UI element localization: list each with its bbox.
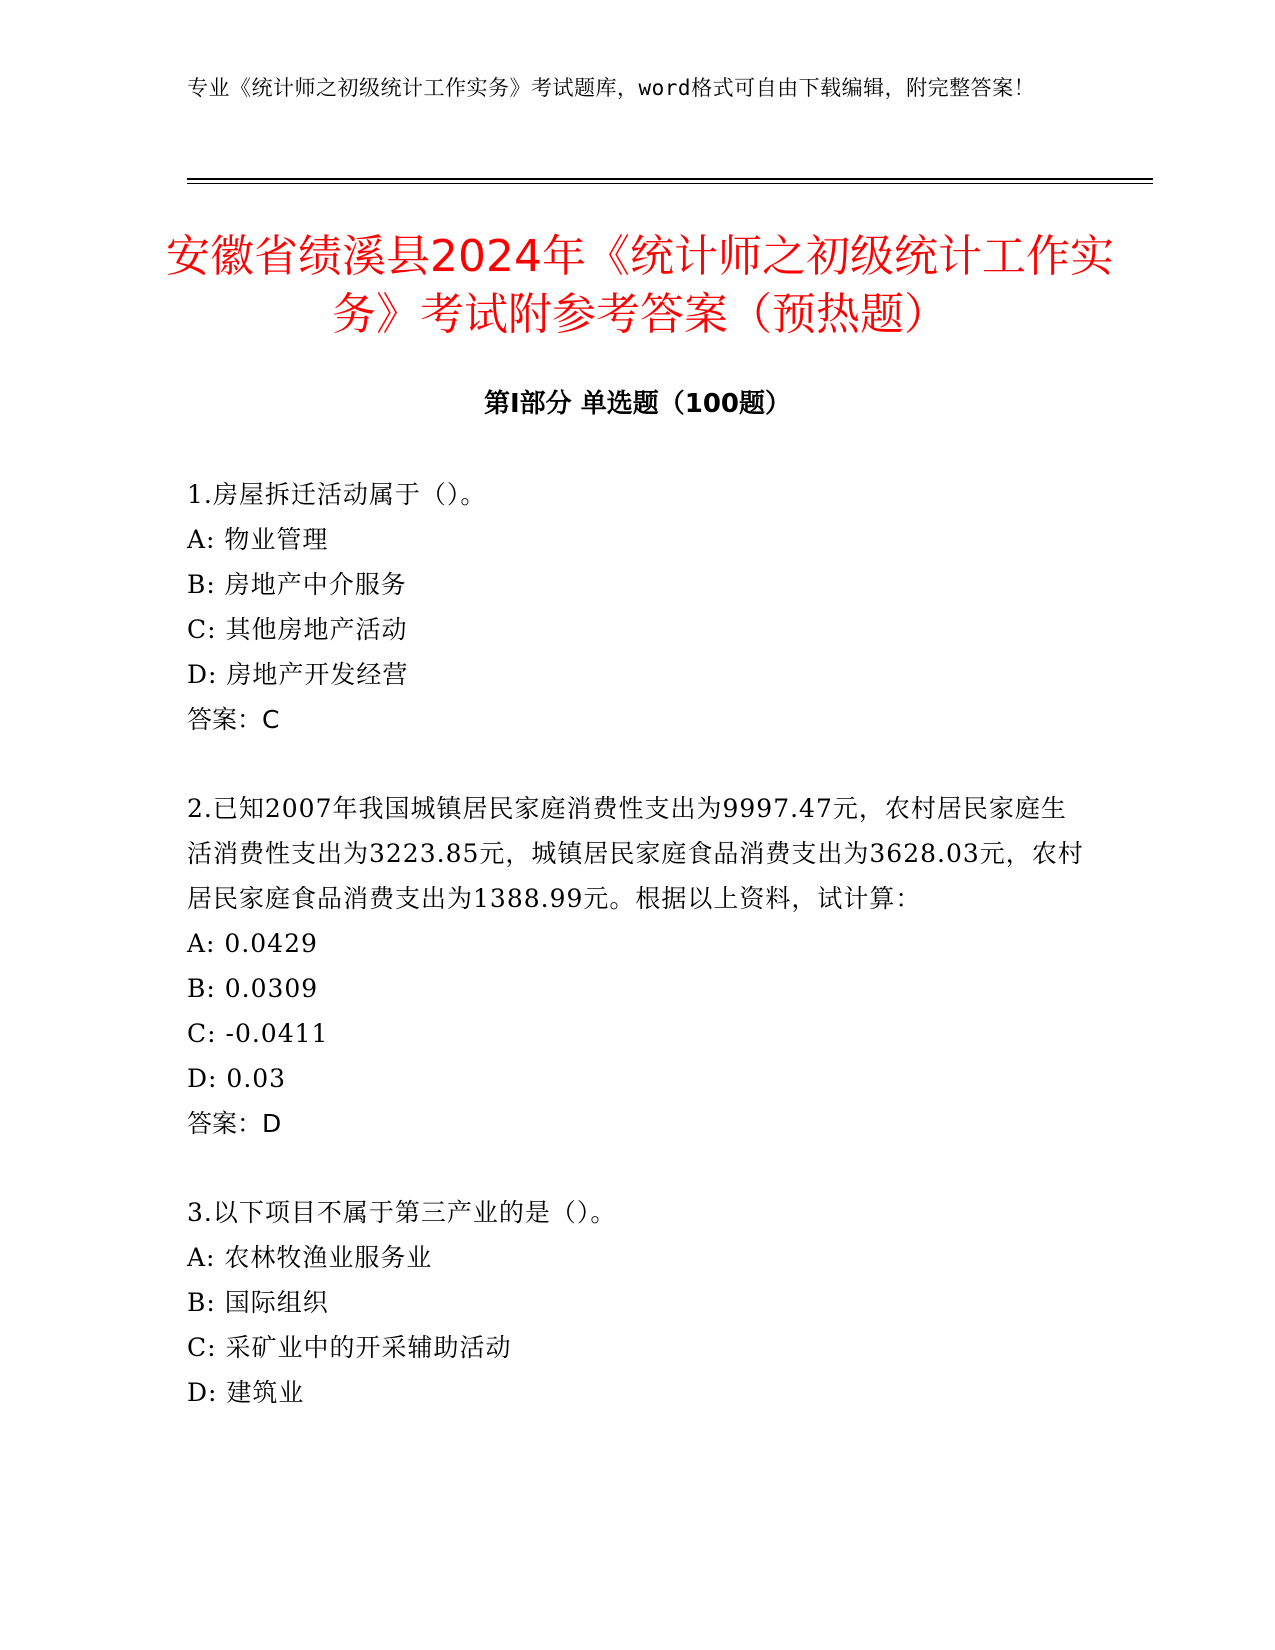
option-a: A: 农林牧渔业服务业 bbox=[187, 1243, 433, 1272]
header-rule-thick bbox=[187, 178, 1153, 180]
option-d: D: 0.03 bbox=[187, 1064, 287, 1093]
question-stem: 2.已知2007年我国城镇居民家庭消费性支出为9997.47元，农村居民家庭生活消费性支出为3223.85元，城镇居民家庭食品消费支出为3628.03元，农村居民家庭食品消费支出为1388.99元。根据以上资料，试计算： bbox=[187, 794, 1084, 913]
question-answer: 答案：D bbox=[187, 1109, 282, 1138]
option-d: D: 建筑业 bbox=[187, 1378, 305, 1407]
option-b: B: 0.0309 bbox=[187, 974, 319, 1003]
option-a: A: 0.0429 bbox=[187, 929, 318, 958]
question-stem: 1.房屋拆迁活动属于（）。 bbox=[187, 480, 487, 509]
header-rule-thin bbox=[187, 183, 1153, 184]
question-answer: 答案：C bbox=[187, 705, 280, 734]
question-item bbox=[187, 472, 1087, 742]
question-item bbox=[187, 1190, 1087, 1415]
option-c: C: 其他房地产活动 bbox=[187, 615, 408, 644]
option-d: D: 房地产开发经营 bbox=[187, 660, 409, 689]
option-b: B: 国际组织 bbox=[187, 1288, 329, 1317]
section-heading: 第I部分 单选题（100题） bbox=[484, 389, 791, 419]
question-list bbox=[187, 472, 1087, 1459]
document-title: 安徽省绩溪县2024年《统计师之初级统计工作实务》考试附参考答案（预热题） bbox=[166, 231, 1114, 340]
option-c: C: 采矿业中的开采辅助活动 bbox=[187, 1333, 512, 1362]
question-item bbox=[187, 786, 1087, 1146]
question-stem: 3.以下项目不属于第三产业的是（）。 bbox=[187, 1198, 617, 1227]
option-a: A: 物业管理 bbox=[187, 525, 329, 554]
header-note: 专业《统计师之初级统计工作实务》考试题库，word格式可自由下载编辑，附完整答案！ bbox=[187, 76, 1036, 100]
option-b: B: 房地产中介服务 bbox=[187, 570, 407, 599]
option-c: C: -0.0411 bbox=[187, 1019, 329, 1048]
